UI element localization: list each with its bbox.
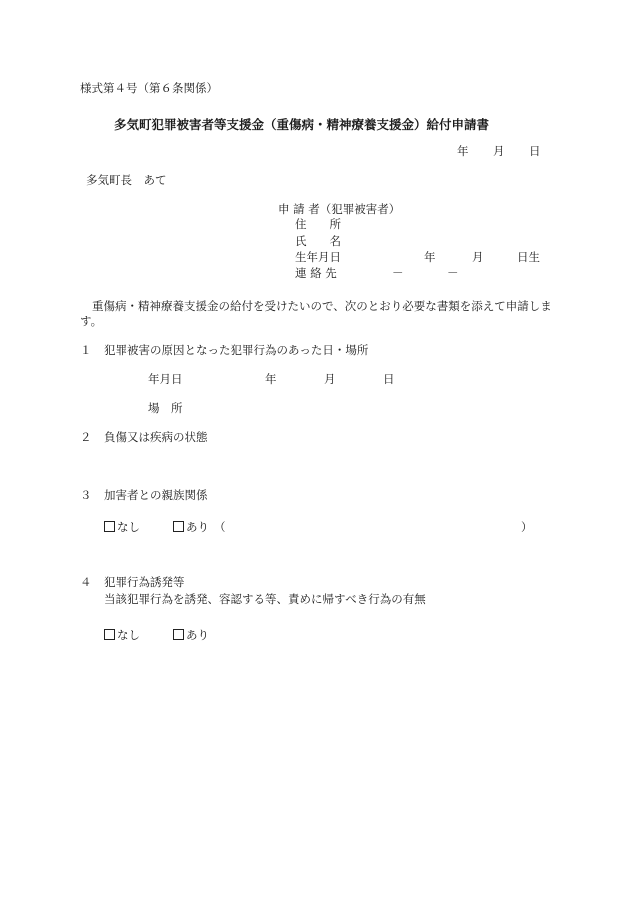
birth-day-label: 日生 (517, 250, 540, 264)
incident-date-label: 年月日 (148, 372, 183, 386)
date-day-label: 日 (529, 144, 541, 158)
intro-text-cont: す。 (80, 314, 103, 328)
incident-day-label: 日 (383, 372, 395, 386)
form-number: 様式第４号（第６条関係） (80, 81, 218, 95)
intro-text: 重傷病・精神療養支援金の給付を受けたいので、次のとおり必要な書類を添えて申請しま (92, 299, 552, 313)
name-label: 氏 名 (295, 234, 341, 248)
section-label: 加害者との親族関係 (104, 488, 208, 502)
relation-yes-option[interactable] (173, 519, 209, 535)
checkbox-icon[interactable] (104, 629, 115, 640)
relation-none-label: なし (117, 520, 140, 534)
incident-place-label: 場 所 (148, 401, 183, 415)
section-number: ２ (80, 430, 92, 444)
inducement-yes-option[interactable] (173, 627, 209, 643)
contact-dash: － (447, 266, 459, 280)
incident-month-label: 月 (324, 372, 336, 386)
applicant-heading: 申 請 者（犯罪被害者） (278, 202, 401, 216)
section-label: 犯罪行為誘発等 (104, 575, 185, 589)
inducement-yes-label: あり (186, 628, 209, 642)
address-label: 住 所 (295, 217, 341, 231)
section-number: ３ (80, 488, 92, 502)
checkbox-icon[interactable] (104, 521, 115, 532)
section-number: １ (80, 343, 92, 357)
birthdate-label: 生年月日 (295, 250, 341, 264)
birth-year-label: 年 (424, 250, 436, 264)
checkbox-icon[interactable] (173, 629, 184, 640)
incident-year-label: 年 (265, 372, 277, 386)
relation-paren-open: （ (214, 520, 226, 534)
checkbox-icon[interactable] (173, 521, 184, 532)
birth-month-label: 月 (472, 250, 484, 264)
date-month-label: 月 (493, 144, 505, 158)
section-label: 負傷又は疾病の状態 (104, 430, 208, 444)
form-title: 多気町犯罪被害者等支援金（重傷病・精神療養支援金）給付申請書 (114, 117, 490, 132)
section-number: ４ (80, 575, 92, 589)
section-label: 犯罪被害の原因となった犯罪行為のあった日・場所 (104, 343, 369, 357)
relation-paren-close: ） (521, 520, 533, 534)
addressee: 多気町長 あて (86, 173, 167, 187)
section-sublabel: 当該犯罪行為を誘発、容認する等、責めに帰すべき行為の有無 (104, 592, 426, 606)
relation-none-option[interactable] (104, 519, 140, 535)
date-year-label: 年 (457, 144, 469, 158)
inducement-none-option[interactable] (104, 627, 140, 643)
contact-label: 連 絡 先 (295, 266, 337, 280)
contact-dash: － (392, 266, 404, 280)
inducement-none-label: なし (117, 628, 140, 642)
relation-yes-label: あり (186, 520, 209, 534)
